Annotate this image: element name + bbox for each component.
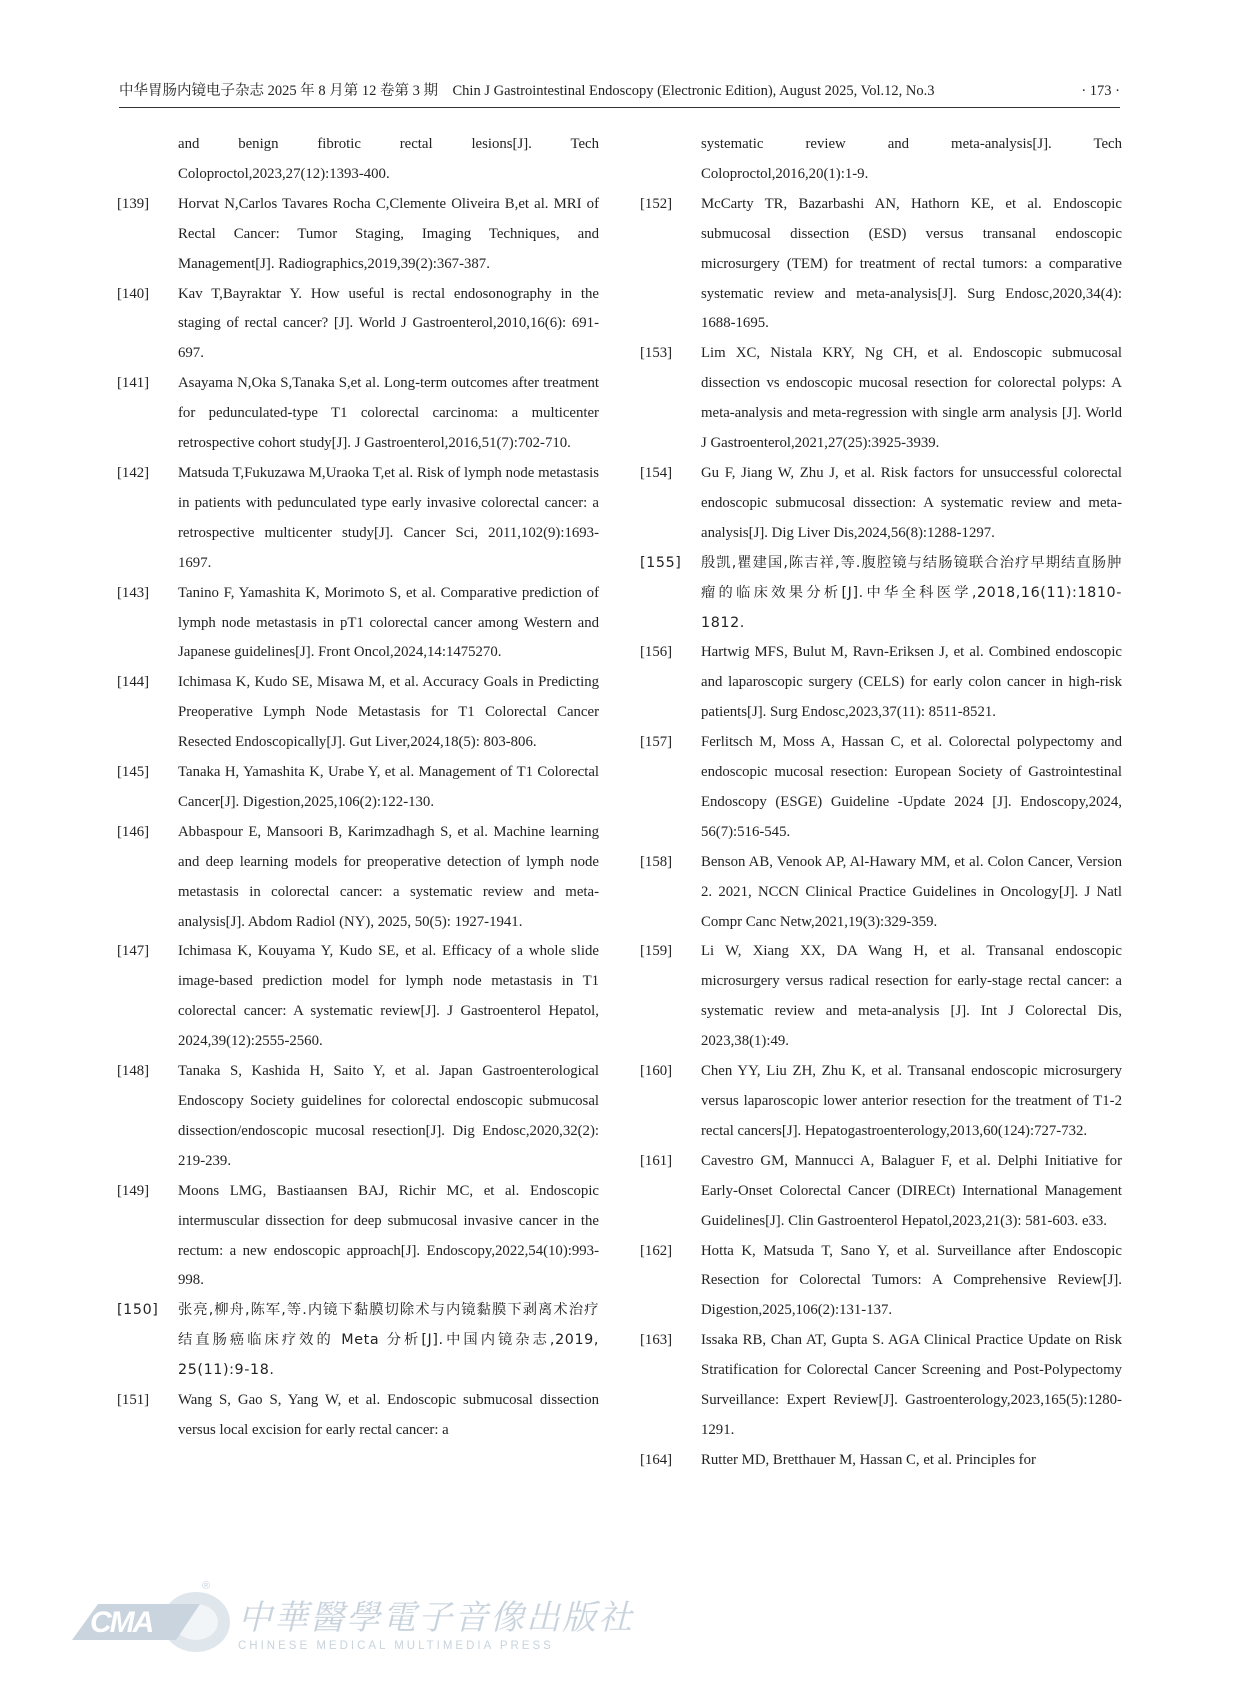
reference-text: Hotta K, Matsuda T, Sano Y, et al. Surveillance after Endoscopic Resection for Colorectal Tumors: A Comprehensive Review[J]. Digestion,2025,106(2):131-137. [701,1242,1122,1319]
reference-text: 殷凯,瞿建国,陈吉祥,等.腹腔镜与结肠镜联合治疗早期结直肠肿瘤的临床效果分析[J].中华全科医学,2018,16(11):1810-1812. [701,554,1122,631]
reference-text: Ferlitsch M, Moss A, Hassan C, et al. Colorectal polypectomy and endoscopic mucosal resection: European Society of Gastrointestinal Endoscopy (ESGE) Guideline -Update 2024 [J]. Endoscopy,2024, 56(7):516-545. [701,734,1122,840]
reference-entry [117,280,599,370]
reference-number: [151] [117,1392,150,1409]
reference-text: and benign fibrotic rectal lesions[J]. Tech Coloproctol,2023,27(12):1393-400. [178,136,599,182]
reference-text: McCarty TR, Bazarbashi AN, Hathorn KE, et al. Endoscopic submucosal dissection (ESD) versus transanal endoscopic microsurgery (TEM) for treatment of rectal tumors: a comparative systematic review and meta-analysis[J]. Surg Endosc,2020,34(4): 1688-1695. [701,195,1122,332]
running-header [119,78,1120,104]
reference-number: [160] [640,1063,673,1080]
reference-text: Gu F, Jiang W, Zhu J, et al. Risk factors for unsuccessful colorectal endoscopic submucosal dissection: A systematic review and meta-analysis[J]. Dig Liver Dis,2024,56(8):1288-1297. [701,464,1122,541]
reference-number: [148] [117,1063,150,1080]
reference-number: [147] [117,943,150,960]
reference-text: 张亮,柳舟,陈军,等.内镜下黏膜切除术与内镜黏膜下剥离术治疗结直肠癌临床疗效的 Meta 分析[J].中国内镜杂志,2019, 25(11):9-18. [178,1302,599,1379]
reference-text: Moons LMG, Bastiaansen BAJ, Richir MC, et al. Endoscopic intermuscular dissection for deep submucosal invasive cancer in the rectum: a new endoscopic approach[J]. Endoscopy,2022,54(10):993-998. [178,1182,599,1289]
publisher-footer [68,1580,634,1660]
reference-text: Tanaka S, Kashida H, Saito Y, et al. Japan Gastroenterological Endoscopy Society guidelines for colorectal endoscopic submucosal dissection/endoscopic mucosal resection[J]. Dig Endosc,2020,32(2): 219-239. [178,1063,599,1169]
journal-citation: 中华胃肠内镜电子杂志 2025 年 8 月第 12 卷第 3 期 Chin J Gastrointestinal Endoscopy (Electronic Edition), August 2025, Vol.12, No.3 [119,83,935,99]
reference-entry [640,1237,1122,1327]
reference-number: [141] [117,375,150,392]
reference-number: [163] [640,1332,673,1349]
reference-entry [640,190,1122,340]
reference-number: [162] [640,1242,673,1259]
reference-entry [117,1386,599,1446]
reference-number: [146] [117,823,150,840]
reference-number: [142] [117,464,150,481]
reference-text: Asayama N,Oka S,Tanaka S,et al. Long-term outcomes after treatment for pedunculated-type T1 colorectal carcinoma: a multicenter retrospective cohort study[J]. J Gastroenterol,2016,51(7):702-710. [178,375,599,452]
publisher-name-english: CHINESE MEDICAL MULTIMEDIA PRESS [238,1640,554,1652]
reference-text: Tanaka H, Yamashita K, Urabe Y, et al. Management of T1 Colorectal Cancer[J]. Digestion,2025,106(2):122-130. [178,764,599,810]
reference-text: Benson AB, Venook AP, Al-Hawary MM, et al. Colon Cancer, Version 2. 2021, NCCN Clinical Practice Guidelines in Oncology[J]. J Natl Compr Canc Netw,2021,19(3):329-359. [701,853,1122,930]
reference-entry [117,668,599,758]
reference-entry [117,579,599,669]
reference-number: [164] [640,1451,673,1468]
reference-entry [117,1296,599,1386]
reference-entry [640,459,1122,549]
reference-number: [140] [117,285,150,302]
reference-text: Hartwig MFS, Bulut M, Ravn-Eriksen J, et al. Combined endoscopic and laparoscopic surgery (CELS) for early colon cancer in high-risk patients[J]. Surg Endosc,2023,37(11): 8511-8521. [701,644,1122,721]
reference-number: [144] [117,674,150,691]
cma-logo-icon [68,1580,238,1660]
reference-entry [640,848,1122,938]
page-number: · 173 · [1081,83,1120,99]
reference-entry [117,1057,599,1177]
reference-entry [117,818,599,938]
reference-text: systematic review and meta-analysis[J]. Tech Coloproctol,2016,20(1):1-9. [701,136,1122,182]
reference-entry [640,937,1122,1057]
registered-mark: ® [202,1580,211,1592]
reference-entry [640,1446,1122,1476]
reference-text: Ichimasa K, Kudo SE, Misawa M, et al. Accuracy Goals in Predicting Preoperative Lymph Node Metastasis for T1 Colorectal Cancer Resected Endoscopically[J]. Gut Liver,2024,18(5): 803-806. [178,674,599,751]
reference-text: Wang S, Gao S, Yang W, et al. Endoscopic submucosal dissection versus local excision for early rectal cancer: a [178,1392,599,1438]
reference-entry [117,190,599,280]
reference-text: Lim XC, Nistala KRY, Ng CH, et al. Endoscopic submucosal dissection vs endoscopic mucosal resection for colorectal polyps: A meta-analysis and meta-regression with single arm analysis [J]. World J Gastroenterol,2021,27(25):3925-3939. [701,345,1122,452]
reference-column-right [640,130,1122,1476]
reference-text: Ichimasa K, Kouyama Y, Kudo SE, et al. Efficacy of a whole slide image-based prediction model for lymph node metastasis in T1 colorectal cancer: A systematic review[J]. J Gastroenterol Hepatol, 2024,39(12):2555-2560. [178,943,599,1050]
reference-number: [143] [117,584,150,601]
reference-entry [117,369,599,459]
reference-number: [152] [640,195,673,212]
reference-text: Chen YY, Liu ZH, Zhu K, et al. Transanal endoscopic microsurgery versus laparoscopic lower anterior resection for the treatment of T1-2 rectal cancers[J]. Hepatogastroenterology,2013,60(124):727-732. [701,1063,1122,1139]
reference-entry [640,1057,1122,1147]
reference-number: [159] [640,943,673,960]
reference-column-left [117,130,599,1446]
reference-entry [117,758,599,818]
reference-entry [117,459,599,579]
svg-text:CMA: CMA [90,1606,153,1639]
reference-text: Rutter MD, Bretthauer M, Hassan C, et al. Principles for [701,1451,1036,1468]
publisher-name-chinese: 中華醫學電子音像出版社 [238,1598,634,1638]
reference-entry [640,728,1122,848]
reference-number: [154] [640,464,673,481]
reference-text: Tanino F, Yamashita K, Morimoto S, et al. Comparative prediction of lymph node metastasis in pT1 colorectal cancer among Western and Japanese guidelines[J]. Front Oncol,2024,14:1475270. [178,584,599,661]
reference-text: Cavestro GM, Mannucci A, Balaguer F, et al. Delphi Initiative for Early-Onset Colorectal Cancer (DIRECt) International Management Guidelines[J]. Clin Gastroenterol Hepatol,2023,21(3): 581-603. e33. [701,1152,1122,1229]
reference-number: [158] [640,853,673,870]
reference-number: [149] [117,1182,150,1199]
reference-text: Matsuda T,Fukuzawa M,Uraoka T,et al. Risk of lymph node metastasis in patients with pedunculated type early invasive colorectal cancer: a retrospective multicenter study[J]. Cancer Sci, 2011,102(9):1693-1697. [178,464,599,571]
reference-number: [139] [117,195,150,212]
reference-number: [150] [117,1302,159,1319]
reference-number: [145] [117,764,150,781]
reference-text: Issaka RB, Chan AT, Gupta S. AGA Clinical Practice Update on Risk Stratification for Colorectal Cancer Screening and Post-Polypectomy Surveillance: Expert Review[J]. Gastroenterology,2023,165(5):1280-1291. [701,1332,1122,1438]
reference-entry [640,130,1122,190]
reference-text: Kav T,Bayraktar Y. How useful is rectal endosonography in the staging of rectal cancer? [J]. World J Gastroenterol,2010,16(6): 691-697. [178,285,599,362]
reference-entry [640,638,1122,728]
reference-text: Li W, Xiang XX, DA Wang H, et al. Transanal endoscopic microsurgery versus radical resection for early-stage rectal cancer: a systematic review and meta-analysis [J]. Int J Colorectal Dis, 2023,38(1):49. [701,943,1122,1050]
reference-number: [156] [640,644,673,661]
header-divider [119,107,1120,108]
reference-number: [157] [640,734,673,751]
reference-number: [153] [640,345,673,362]
reference-entry [117,130,599,190]
reference-entry [117,1177,599,1297]
reference-entry [117,937,599,1057]
reference-entry [640,549,1122,639]
reference-entry [640,1147,1122,1237]
reference-text: Horvat N,Carlos Tavares Rocha C,Clemente Oliveira B,et al. MRI of Rectal Cancer: Tumor Staging, Imaging Techniques, and Management[J]. Radiographics,2019,39(2):367-387. [178,195,599,272]
reference-number: [155] [640,554,682,571]
reference-text: Abbaspour E, Mansoori B, Karimzadhagh S, et al. Machine learning and deep learning models for preoperative detection of lymph node metastasis in colorectal cancer: a systematic review and meta-analysis[J]. Abdom Radiol (NY), 2025, 50(5): 1927-1941. [178,823,599,930]
reference-entry [640,1326,1122,1446]
reference-entry [640,339,1122,459]
reference-number: [161] [640,1152,673,1169]
